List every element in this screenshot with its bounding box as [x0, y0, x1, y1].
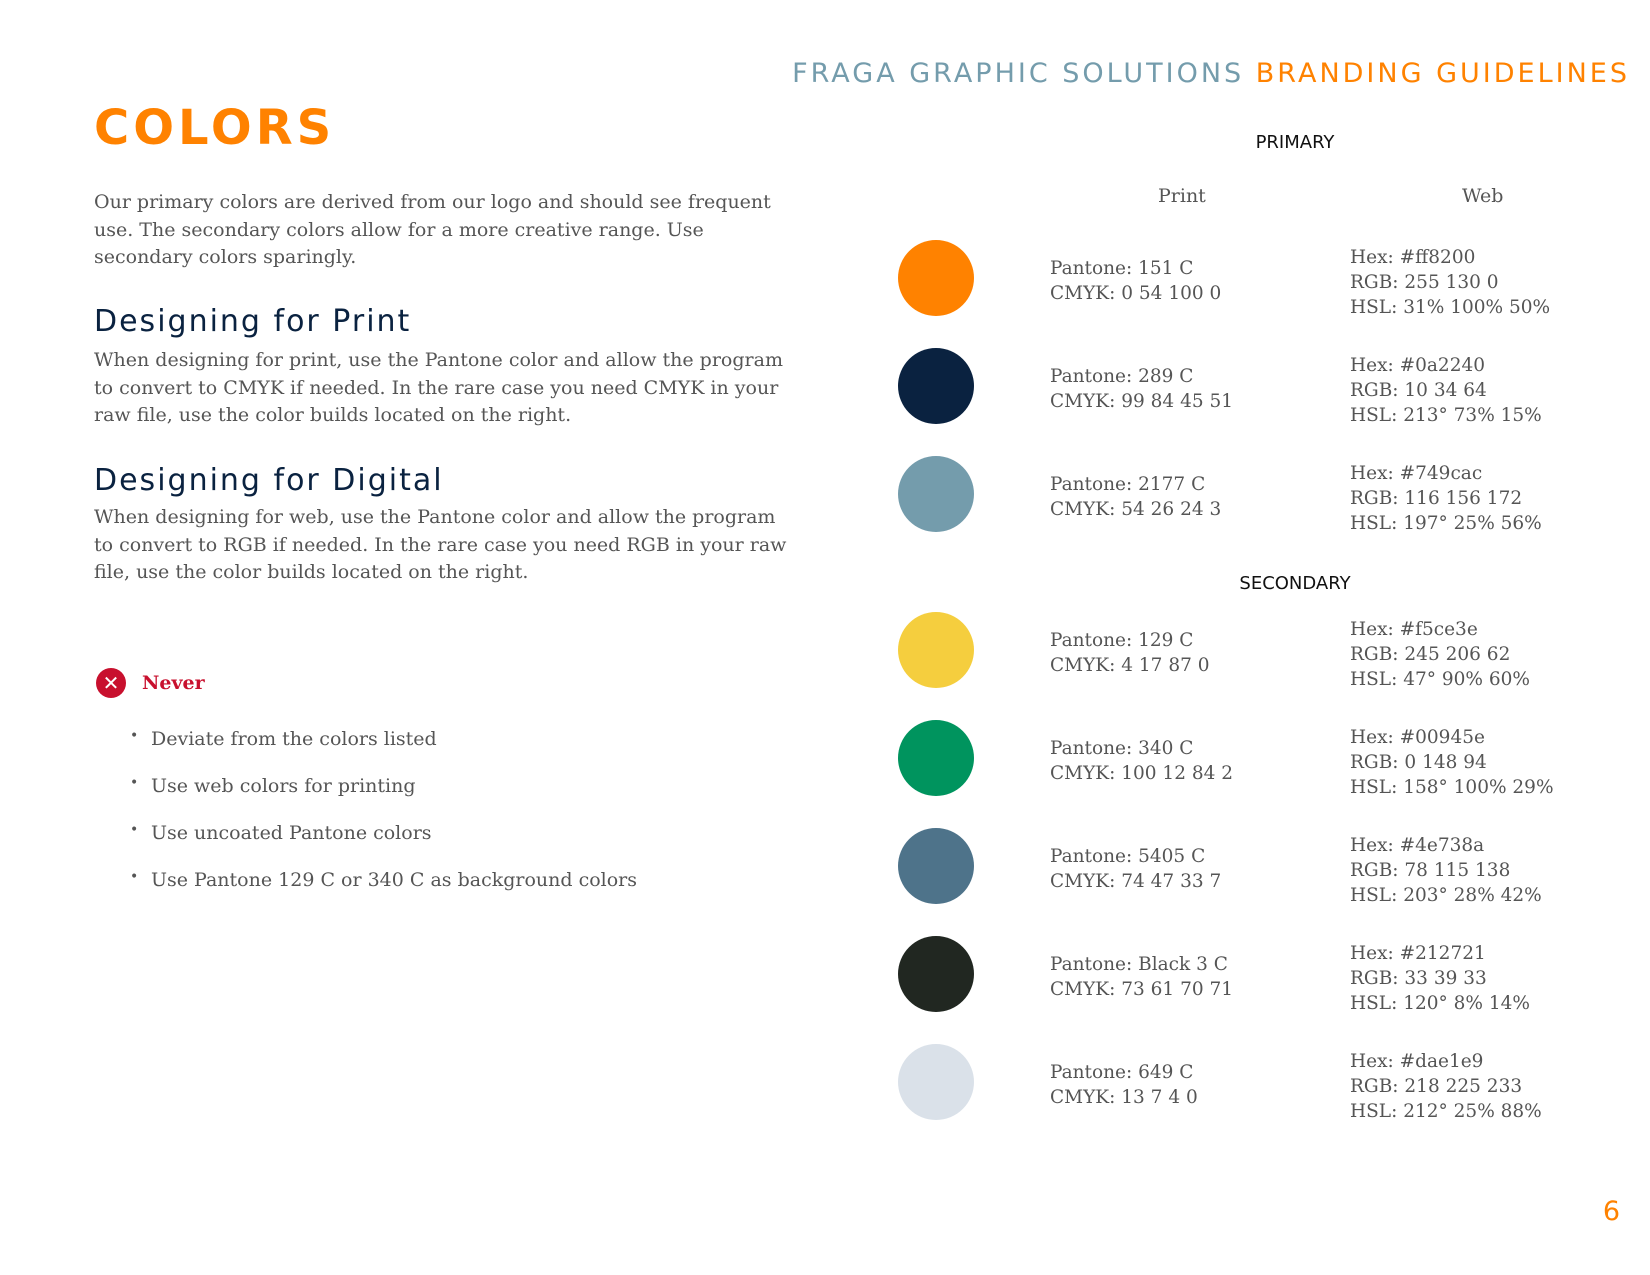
- rgb-value: RGB: 218 225 233: [1350, 1076, 1523, 1097]
- print-heading: Designing for Print: [94, 304, 412, 339]
- pantone-value: Pantone: 151 C: [1050, 258, 1194, 279]
- web-spec: [1350, 461, 1542, 536]
- hex-value: Hex: #749cac: [1350, 463, 1483, 484]
- hex-value: Hex: #dae1e9: [1350, 1051, 1484, 1072]
- pantone-value: Pantone: 2177 C: [1050, 474, 1206, 495]
- color-swatch: [898, 348, 974, 424]
- header-guide-title: BRANDING GUIDELINES: [1255, 58, 1630, 89]
- color-swatch: [898, 240, 974, 316]
- web-spec: [1350, 1049, 1542, 1124]
- cmyk-value: CMYK: 100 12 84 2: [1050, 763, 1234, 784]
- pantone-value: Pantone: 649 C: [1050, 1062, 1194, 1083]
- list-item: • Deviate from the colors listed: [130, 728, 637, 775]
- pantone-value: Pantone: 340 C: [1050, 738, 1194, 759]
- hsl-value: HSL: 120° 8% 14%: [1350, 993, 1530, 1014]
- pantone-value: Pantone: 5405 C: [1050, 846, 1206, 867]
- web-spec: [1350, 245, 1550, 320]
- page-title: COLORS: [94, 100, 336, 156]
- color-swatch: [898, 936, 974, 1012]
- primary-label: PRIMARY: [1255, 132, 1335, 153]
- rgb-value: RGB: 0 148 94: [1350, 752, 1487, 773]
- rgb-value: RGB: 116 156 172: [1350, 488, 1523, 509]
- list-item: • Use web colors for printing: [130, 775, 637, 822]
- hsl-value: HSL: 47° 90% 60%: [1350, 669, 1530, 690]
- hsl-value: HSL: 203° 28% 42%: [1350, 885, 1542, 906]
- cmyk-value: CMYK: 74 47 33 7: [1050, 871, 1222, 892]
- digital-paragraph: When designing for web, use the Pantone color and allow the program to convert to RGB if needed. In the rare case you need RGB in your raw file, use the color builds located on the right.: [94, 506, 787, 583]
- never-label: Never: [142, 672, 205, 694]
- hex-value: Hex: #ff8200: [1350, 247, 1476, 268]
- header-brand: FRAGA GRAPHIC SOLUTIONS: [792, 58, 1245, 89]
- hex-value: Hex: #00945e: [1350, 727, 1485, 748]
- document-header: [792, 58, 1630, 89]
- print-spec: [1050, 736, 1233, 786]
- web-column-label: Web: [1462, 185, 1504, 207]
- hsl-value: HSL: 158° 100% 29%: [1350, 777, 1554, 798]
- page-number: 6: [1602, 1196, 1620, 1227]
- never-callout: [96, 668, 205, 698]
- secondary-label: SECONDARY: [1239, 573, 1351, 594]
- print-spec: [1050, 844, 1221, 894]
- print-spec: [1050, 628, 1210, 678]
- cmyk-value: CMYK: 4 17 87 0: [1050, 655, 1210, 676]
- print-spec: [1050, 256, 1221, 306]
- color-swatch: [898, 828, 974, 904]
- print-spec: [1050, 472, 1221, 522]
- hex-value: Hex: #f5ce3e: [1350, 619, 1478, 640]
- print-spec: [1050, 1060, 1198, 1110]
- cmyk-value: CMYK: 54 26 24 3: [1050, 499, 1222, 520]
- cmyk-value: CMYK: 13 7 4 0: [1050, 1087, 1198, 1108]
- error-x-icon: ✕: [96, 668, 126, 698]
- list-item: • Use uncoated Pantone colors: [130, 822, 637, 869]
- web-spec: [1350, 725, 1554, 800]
- pantone-value: Pantone: 289 C: [1050, 366, 1194, 387]
- color-swatch: [898, 1044, 974, 1120]
- web-spec: [1350, 941, 1530, 1016]
- never-list: [130, 728, 637, 916]
- web-spec: [1350, 617, 1530, 692]
- print-spec: [1050, 952, 1233, 1002]
- print-paragraph: When designing for print, use the Pantone color and allow the program to convert to CMYK if needed. In the rare case you need CMYK in your raw file, use the color builds located on the right.: [94, 349, 783, 426]
- hsl-value: HSL: 212° 25% 88%: [1350, 1101, 1542, 1122]
- hsl-value: HSL: 31% 100% 50%: [1350, 297, 1551, 318]
- print-column-label: Print: [1158, 185, 1206, 207]
- intro-paragraph: Our primary colors are derived from our logo and should see frequent use. The secondary colors allow for a more creative range. Use secondary colors sparingly.: [94, 191, 771, 268]
- pantone-value: Pantone: 129 C: [1050, 630, 1194, 651]
- pantone-value: Pantone: Black 3 C: [1050, 954, 1228, 975]
- rgb-value: RGB: 255 130 0: [1350, 272, 1499, 293]
- web-spec: [1350, 833, 1542, 908]
- color-swatch: [898, 612, 974, 688]
- cmyk-value: CMYK: 0 54 100 0: [1050, 283, 1222, 304]
- web-spec: [1350, 353, 1542, 428]
- digital-heading: Designing for Digital: [94, 463, 444, 498]
- hex-value: Hex: #0a2240: [1350, 355, 1486, 376]
- hsl-value: HSL: 213° 73% 15%: [1350, 405, 1542, 426]
- color-swatch: [898, 456, 974, 532]
- rgb-value: RGB: 33 39 33: [1350, 968, 1487, 989]
- hsl-value: HSL: 197° 25% 56%: [1350, 513, 1542, 534]
- color-swatch: [898, 720, 974, 796]
- rgb-value: RGB: 78 115 138: [1350, 860, 1511, 881]
- rgb-value: RGB: 10 34 64: [1350, 380, 1487, 401]
- cmyk-value: CMYK: 99 84 45 51: [1050, 391, 1234, 412]
- list-item: • Use Pantone 129 C or 340 C as background colors: [130, 869, 637, 916]
- rgb-value: RGB: 245 206 62: [1350, 644, 1511, 665]
- hex-value: Hex: #212721: [1350, 943, 1486, 964]
- print-spec: [1050, 364, 1233, 414]
- cmyk-value: CMYK: 73 61 70 71: [1050, 979, 1234, 1000]
- hex-value: Hex: #4e738a: [1350, 835, 1485, 856]
